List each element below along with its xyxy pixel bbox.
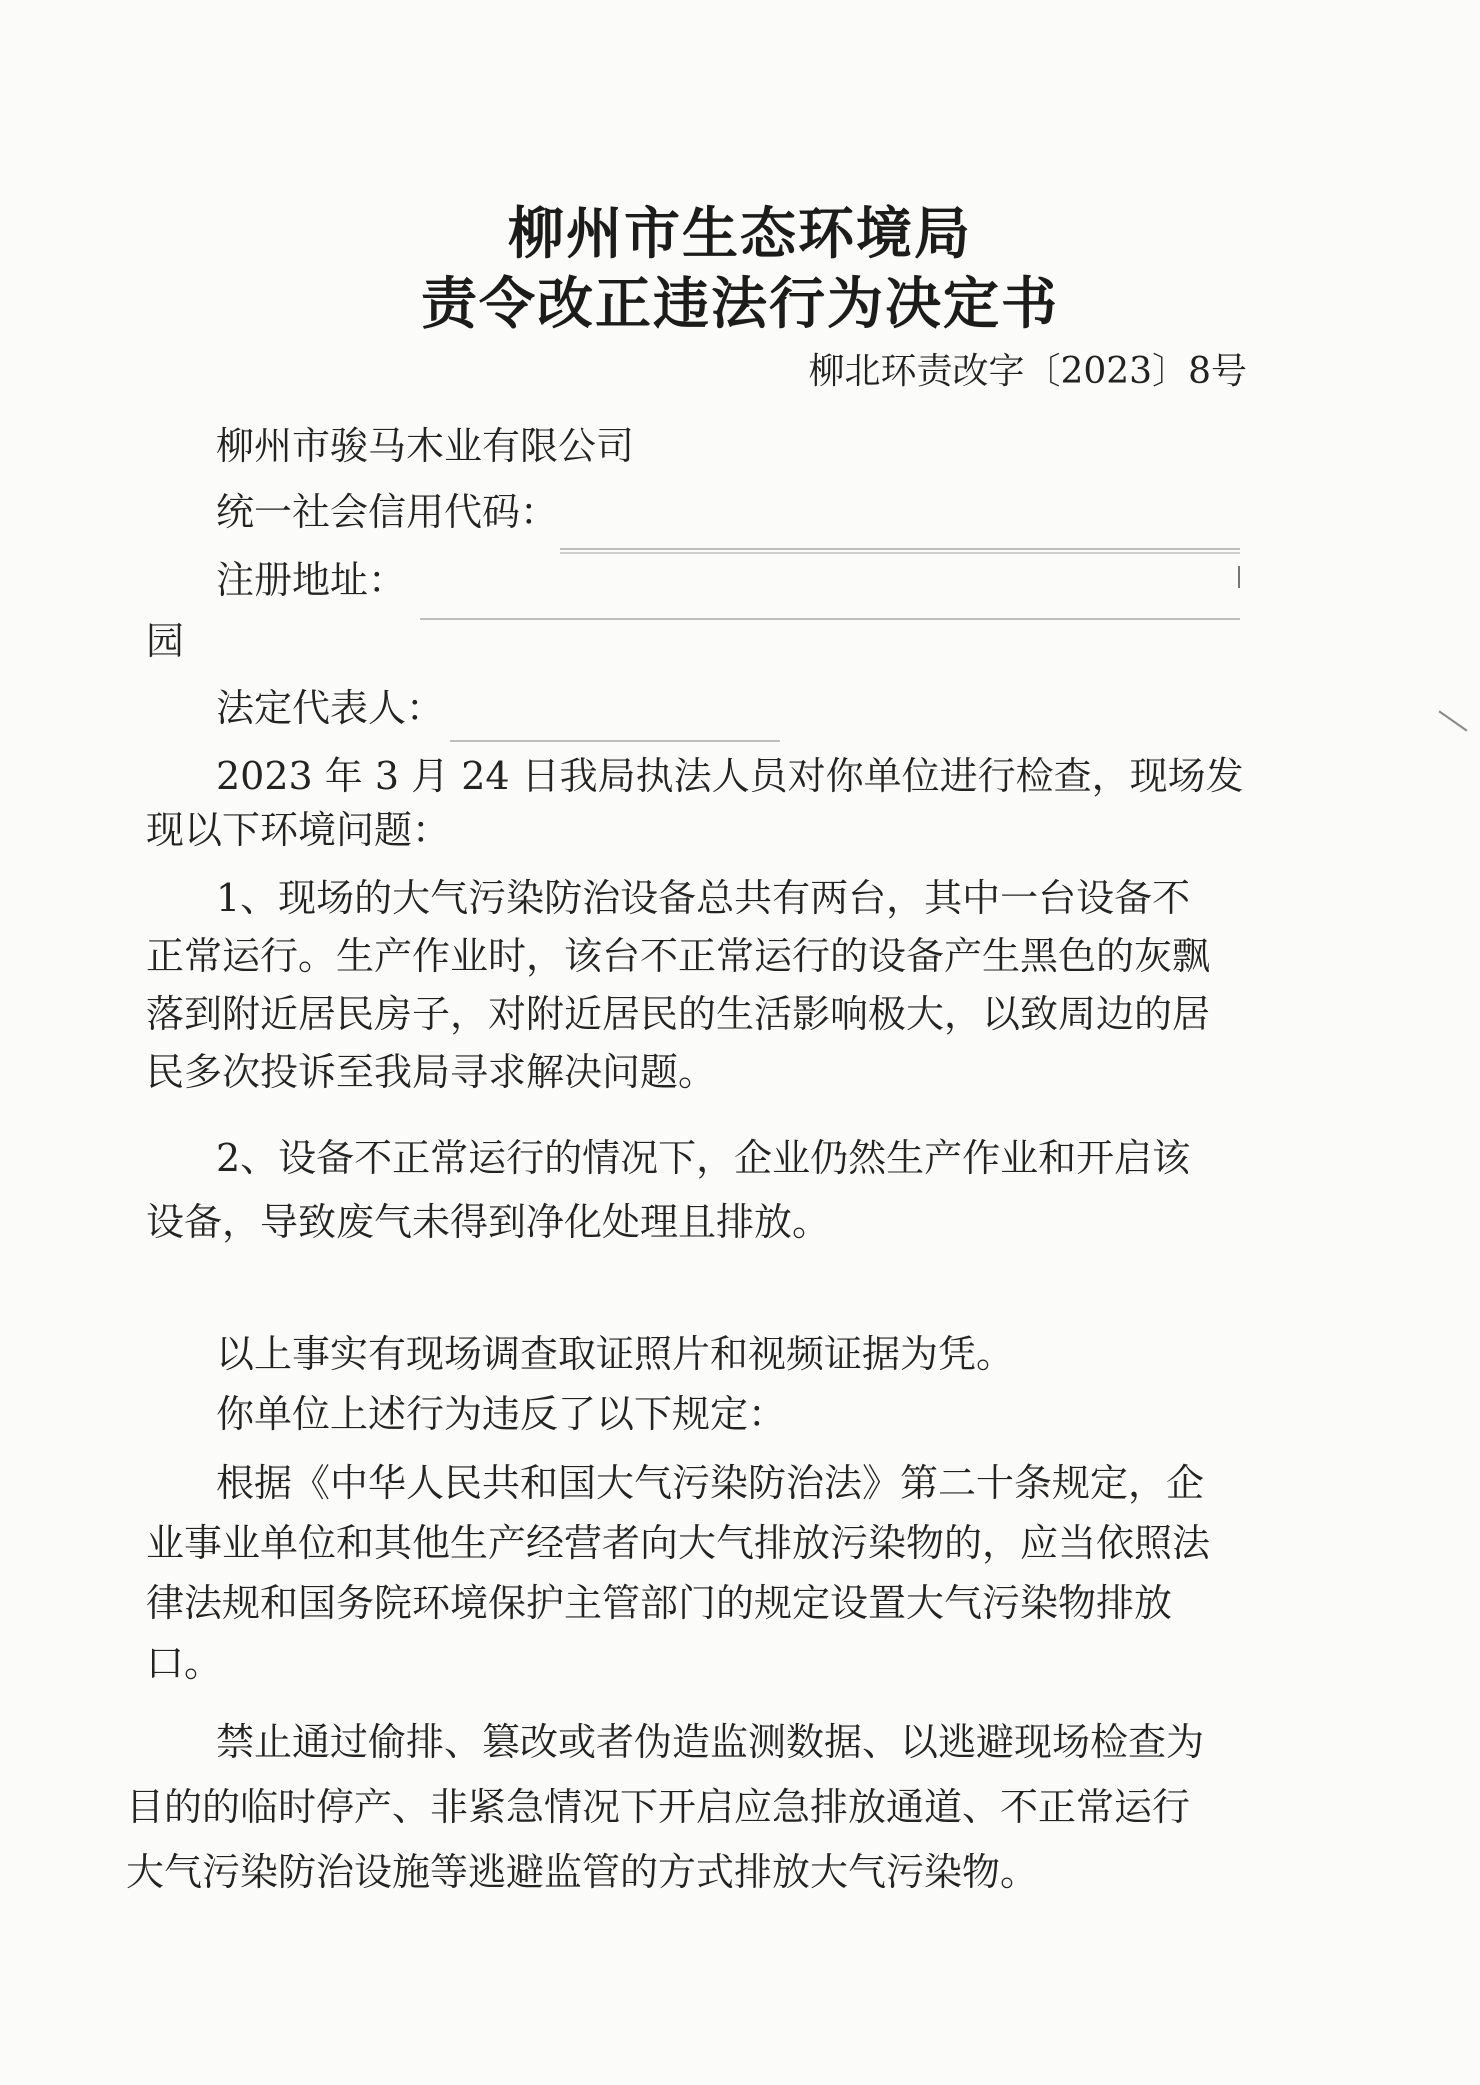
evidence-line: 律法规和国务院环境保护主管部门的规定设置大气污染物排放 [146,1581,1173,1625]
address-redaction-bottom [420,618,1240,620]
scan-stray-mark [1439,710,1468,731]
body-line: 正常运行。生产作业时，该台不正常运行的设备产生黑色的灰飘 [146,934,1211,978]
evidence-line: 口。 [146,1641,223,1685]
body-line: 设备，导致废气未得到净化处理且排放。 [146,1200,831,1244]
address-label: 注册地址： [216,558,407,602]
evidence-line: 业事业单位和其他生产经营者向大气排放污染物的，应当依照法 [146,1521,1211,1565]
evidence-line: 根据《中华人民共和国大气污染防治法》第二十条规定，企 [216,1461,1205,1505]
document-title: 责令改正违法行为决定书 [421,272,1059,337]
body-line: 落到附近居民房子，对附近居民的生活影响极大，以致周边的居 [146,992,1211,1036]
prohibition-line: 目的的临时停产、非紧急情况下开启应急排放通道、不正常运行 [126,1785,1191,1829]
credit-code-label: 统一社会信用代码： [216,490,559,534]
body-line: 2023 年 3 月 24 日我局执法人员对你单位进行检查，现场发 [216,754,1244,798]
address-tail: 园 [146,619,185,663]
body-line: 现以下环境问题： [146,808,451,852]
credit-code-redaction [560,548,1240,550]
recipient-company: 柳州市骏马木业有限公司 [216,424,635,468]
legal-rep-redaction [450,740,780,742]
evidence-line: 以上事实有现场调查取证照片和视频证据为凭。 [216,1332,1015,1376]
scan-edge-mark [1232,566,1240,588]
prohibition-line: 大气污染防治设施等逃避监管的方式排放大气污染物。 [126,1850,1039,1894]
evidence-line: 你单位上述行为违反了以下规定： [216,1392,787,1436]
body-line: 1、现场的大气污染防治设备总共有两台，其中一台设备不 [216,876,1191,920]
body-line: 民多次投诉至我局寻求解决问题。 [146,1050,717,1094]
prohibition-line: 禁止通过偷排、篡改或者伪造监测数据、以逃避现场检查为 [216,1720,1205,1764]
address-redaction-top [560,552,1240,554]
legal-rep-label: 法定代表人： [216,686,445,730]
body-line: 2、设备不正常运行的情况下，企业仍然生产作业和开启该 [216,1136,1191,1180]
agency-title: 柳州市生态环境局 [508,202,972,267]
document-number: 柳北环责改字〔2023〕8号 [808,351,1247,392]
